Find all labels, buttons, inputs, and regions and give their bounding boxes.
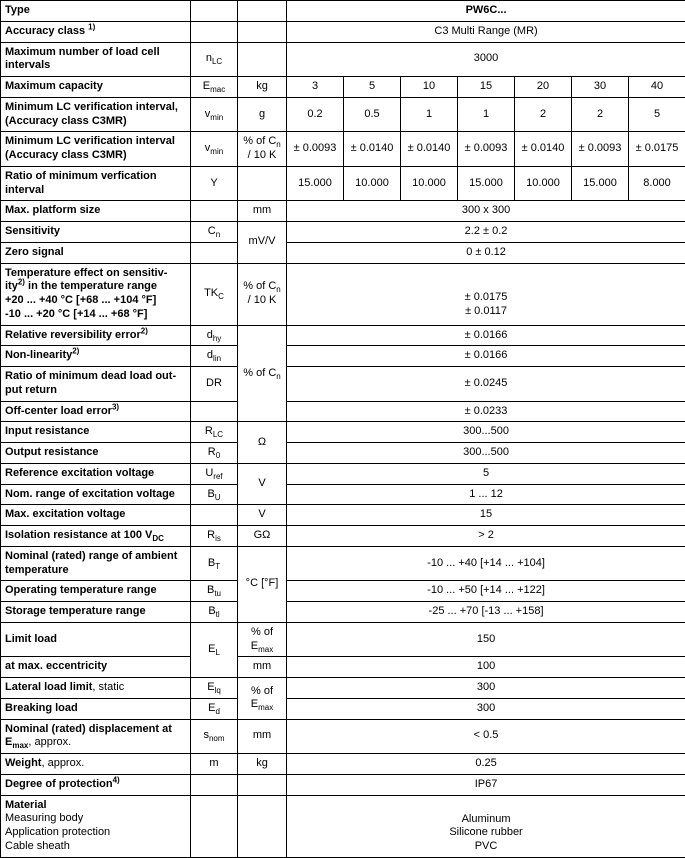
row-value-cell: ± 0.0140 <box>344 132 401 167</box>
row-symbol-storage-temp <box>191 602 238 623</box>
table-row-ref-excitation <box>1 463 685 484</box>
symbol-sub: U <box>215 493 221 502</box>
row-value-operating-temp: -10 ... +50 [+14 ... +122] <box>287 581 685 602</box>
row-unit-percent-emax <box>238 678 287 720</box>
row-label-input-resistance: Input resistance <box>1 422 191 443</box>
unit-sym: E <box>251 640 258 652</box>
table-row-breaking-load <box>1 698 685 719</box>
row-label-storage-temp: Storage temperature range <box>1 602 191 623</box>
symbol-text: R <box>205 425 213 437</box>
row-value-cell: 30 <box>572 77 629 98</box>
row-symbol-ratio-min-ver: Y <box>191 166 238 201</box>
row-label-max-capacity: Maximum capacity <box>1 77 191 98</box>
row-unit-weight: kg <box>238 754 287 775</box>
table-row-protection <box>1 774 685 795</box>
row-unit-accuracy <box>238 21 287 42</box>
row-symbol-lateral-load <box>191 678 238 699</box>
row-unit-isolation: GΩ <box>238 526 287 547</box>
row-symbol-limit-load <box>191 622 238 677</box>
row-symbol-dead-load: DR <box>191 367 238 402</box>
table-row-operating-temp <box>1 581 685 602</box>
symbol-text: d <box>207 349 213 361</box>
row-symbol-isolation <box>191 526 238 547</box>
row-symbol-nom-excitation <box>191 484 238 505</box>
value-line-3: PVC <box>291 840 681 854</box>
row-value-cell: 5 <box>344 77 401 98</box>
symbol-text: v <box>205 108 211 120</box>
row-label-isolation <box>1 526 191 547</box>
row-value-cell: 10.000 <box>344 166 401 201</box>
row-unit-temperature: °C [°F] <box>238 546 287 622</box>
label-plain: , approx. <box>41 757 84 769</box>
row-value-cell: 1 <box>401 97 458 132</box>
table-row-dead-load <box>1 367 685 402</box>
row-value-cell: ± 0.0175 <box>629 132 685 167</box>
row-symbol-max-excitation <box>191 505 238 526</box>
table-row-accuracy-class <box>1 21 685 42</box>
row-value-type: PW6C... <box>287 1 685 22</box>
row-label-breaking-load: Breaking load <box>1 698 191 719</box>
table-row-type <box>1 1 685 22</box>
row-label-type: Type <box>1 1 191 22</box>
symbol-sub: T <box>215 562 220 571</box>
table-row-eccentricity <box>1 657 685 678</box>
label-line-1: Minimum LC verification interval, <box>5 101 186 115</box>
table-row-max-intervals <box>1 42 685 77</box>
unit-sym: E <box>251 698 258 710</box>
row-symbol-min-lc-g <box>191 97 238 132</box>
row-label-displacement <box>1 719 191 754</box>
row-unit-displacement: mm <box>238 719 287 754</box>
row-value-cell: ± 0.0140 <box>515 132 572 167</box>
symbol-sub: is <box>215 534 221 543</box>
row-label-material <box>1 795 191 857</box>
row-unit-type <box>238 1 287 22</box>
symbol-sub: tl <box>216 610 220 619</box>
symbol-text: B <box>207 488 214 500</box>
row-label-nom-excitation: Nom. range of excitation voltage <box>1 484 191 505</box>
unit-line-1 <box>242 135 282 149</box>
row-unit-min-lc-pct <box>238 132 287 167</box>
row-label-reversibility <box>1 325 191 346</box>
row-symbol-input-resistance <box>191 422 238 443</box>
unit-sub: n <box>276 372 280 381</box>
symbol-sub: C <box>218 292 224 301</box>
row-label-protection <box>1 774 191 795</box>
row-value-isolation: > 2 <box>287 526 685 547</box>
unit-line-1 <box>242 280 282 294</box>
label-line-2: interval <box>5 184 186 198</box>
table-row-offcenter <box>1 401 685 422</box>
table-row-input-resistance <box>1 422 685 443</box>
row-value-zero-signal: 0 ± 0.12 <box>287 242 685 263</box>
unit-line-2: / 10 K <box>242 149 282 163</box>
symbol-sub: ref <box>213 472 222 481</box>
row-label-operating-temp: Operating temperature range <box>1 581 191 602</box>
row-symbol-output-resistance <box>191 443 238 464</box>
row-value-breaking-load: 300 <box>287 698 685 719</box>
row-symbol-offcenter <box>191 401 238 422</box>
row-symbol-max-capacity <box>191 77 238 98</box>
row-value-cell: ± 0.0093 <box>458 132 515 167</box>
label-footnote: 3) <box>112 402 119 411</box>
row-symbol-material <box>191 795 238 857</box>
row-value-platform-size: 300 x 300 <box>287 201 685 222</box>
symbol-text: d <box>207 329 213 341</box>
label-footnote: 2) <box>141 326 148 335</box>
label-line-2: (Accuracy class C3MR) <box>5 115 186 129</box>
unit-sub: n <box>276 285 280 294</box>
value-line-2: Silicone rubber <box>291 826 681 840</box>
row-symbol-reversibility <box>191 325 238 346</box>
value-line-1: Aluminum <box>291 813 681 827</box>
row-label-ref-excitation: Reference excitation voltage <box>1 463 191 484</box>
symbol-text: n <box>206 52 212 64</box>
row-unit-max-capacity: kg <box>238 77 287 98</box>
unit-text: % of <box>251 685 273 697</box>
row-unit-volt: V <box>238 463 287 505</box>
table-row-isolation <box>1 526 685 547</box>
row-symbol-min-lc-pct <box>191 132 238 167</box>
symbol-text: E <box>203 80 210 92</box>
symbol-text: TK <box>204 287 218 299</box>
row-unit-temp-effect <box>238 263 287 325</box>
symbol-text: s <box>203 729 209 741</box>
label-footnote: 2) <box>72 347 79 356</box>
symbol-text: U <box>205 467 213 479</box>
label-line-2: temperature <box>5 564 186 578</box>
row-unit-eccentricity: mm <box>238 657 287 678</box>
symbol-text: E <box>208 643 215 655</box>
row-value-temp-effect <box>287 263 685 325</box>
unit-text: % of <box>251 626 273 638</box>
symbol-sub: min <box>210 147 223 156</box>
row-value-cell: 15.000 <box>458 166 515 201</box>
symbol-sub: d <box>215 707 219 716</box>
row-value-cell: 8.000 <box>629 166 685 201</box>
table-row-ratio-min-ver <box>1 166 685 201</box>
label-line-2: put return <box>5 384 186 398</box>
label-text: Degree of protection <box>5 778 113 790</box>
row-value-cell: 15.000 <box>287 166 344 201</box>
label-text: Isolation resistance at 100 V <box>5 529 152 541</box>
row-label-ratio-min-ver <box>1 166 191 201</box>
row-value-displacement: < 0.5 <box>287 719 685 754</box>
row-symbol-weight: m <box>191 754 238 775</box>
label-line-2a: ity <box>5 280 18 292</box>
row-unit-percent-cn <box>238 325 287 422</box>
label-rest: , approx. <box>28 736 71 748</box>
row-symbol-max-intervals <box>191 42 238 77</box>
row-value-material <box>287 795 685 857</box>
symbol-sub: min <box>210 113 223 122</box>
symbol-sub: 0 <box>216 451 220 460</box>
row-symbol-breaking-load <box>191 698 238 719</box>
label-text: Off-center load error <box>5 405 112 417</box>
row-value-max-intervals: 3000 <box>287 42 685 77</box>
table-row-reversibility <box>1 325 685 346</box>
row-value-cell: 0.5 <box>344 97 401 132</box>
label-line-1: Minimum LC verification interval <box>5 135 186 149</box>
table-row-limit-load <box>1 622 685 657</box>
row-value-protection: IP67 <box>287 774 685 795</box>
unit-text: % of C <box>243 135 276 147</box>
label-line-1: Material <box>5 799 186 813</box>
unit-text: % of C <box>243 280 276 292</box>
table-row-platform-size <box>1 201 685 222</box>
table-row-min-lc-pct <box>1 132 685 167</box>
label-footnote: 4) <box>113 775 120 784</box>
row-value-weight: 0.25 <box>287 754 685 775</box>
row-value-max-excitation: 15 <box>287 505 685 526</box>
row-value-lateral-load: 300 <box>287 678 685 699</box>
row-value-cell: ± 0.0093 <box>287 132 344 167</box>
row-value-cell: ± 0.0093 <box>572 132 629 167</box>
row-symbol-type <box>191 1 238 22</box>
row-label-min-lc-g <box>1 97 191 132</box>
row-value-nonlinearity: ± 0.0166 <box>287 346 685 367</box>
table-row-nonlinearity <box>1 346 685 367</box>
label-sub: max <box>12 741 28 750</box>
table-row-temp-effect <box>1 263 685 325</box>
label-line-2 <box>5 280 186 294</box>
symbol-sub: tu <box>214 589 221 598</box>
label-text: Non-linearity <box>5 349 72 361</box>
row-symbol-temp-effect <box>191 263 238 325</box>
row-value-cell: 2 <box>515 97 572 132</box>
row-value-cell: ± 0.0140 <box>401 132 458 167</box>
row-label-max-excitation: Max. excitation voltage <box>1 505 191 526</box>
row-value-cell: 10 <box>401 77 458 98</box>
label-line-2 <box>5 736 186 750</box>
row-value-limit-load: 150 <box>287 622 685 657</box>
label-line-3: +20 ... +40 °C [+68 ... +104 °F] <box>5 294 186 308</box>
symbol-sub: mac <box>210 85 225 94</box>
row-unit-ohm: Ω <box>238 422 287 464</box>
label-line-2b: in the temperature range <box>25 280 157 292</box>
row-unit-ratio-min-ver <box>238 166 287 201</box>
accuracy-footnote: 1) <box>88 22 95 31</box>
row-value-storage-temp: -25 ... +70 [-13 ... +158] <box>287 602 685 623</box>
symbol-text: E <box>208 702 215 714</box>
unit-sub: n <box>276 140 280 149</box>
label-line-2: (Accuracy class C3MR) <box>5 149 186 163</box>
symbol-text: B <box>208 605 215 617</box>
row-value-output-resistance: 300...500 <box>287 443 685 464</box>
symbol-text: v <box>205 142 211 154</box>
label-line-2: Measuring body <box>5 812 186 826</box>
symbol-sub: hy <box>213 334 221 343</box>
label-footnote: 2) <box>18 278 25 287</box>
row-label-nonlinearity <box>1 346 191 367</box>
row-value-cell: 2 <box>572 97 629 132</box>
symbol-text: B <box>208 557 215 569</box>
row-unit-material <box>238 795 287 857</box>
label-line-3: Application protection <box>5 826 186 840</box>
row-symbol-operating-temp <box>191 581 238 602</box>
row-value-cell: 0.2 <box>287 97 344 132</box>
table-row-nominal-ambient <box>1 546 685 581</box>
symbol-text: R <box>207 529 215 541</box>
row-label-zero-signal: Zero signal <box>1 242 191 263</box>
row-symbol-protection <box>191 774 238 795</box>
row-label-output-resistance: Output resistance <box>1 443 191 464</box>
symbol-text: R <box>208 446 216 458</box>
table-row-sensitivity <box>1 222 685 243</box>
value-line-1: ± 0.0175 <box>291 291 681 305</box>
row-value-sensitivity: 2.2 ± 0.2 <box>287 222 685 243</box>
label-text: Relative reversibility error <box>5 329 141 341</box>
row-symbol-nominal-ambient <box>191 546 238 581</box>
row-unit-platform-size: mm <box>238 201 287 222</box>
row-symbol-accuracy <box>191 21 238 42</box>
label-plain: , static <box>92 681 124 693</box>
row-label-lateral-load <box>1 678 191 699</box>
row-value-cell: 15.000 <box>572 166 629 201</box>
row-value-cell: 10.000 <box>401 166 458 201</box>
label-line-1: Nominal (rated) range of ambient <box>5 550 186 564</box>
symbol-sub: lq <box>215 686 221 695</box>
label-sub: DC <box>152 534 164 543</box>
row-label-min-lc-pct <box>1 132 191 167</box>
row-value-ref-excitation: 5 <box>287 463 685 484</box>
row-value-eccentricity: 100 <box>287 657 685 678</box>
row-value-cell: 20 <box>515 77 572 98</box>
symbol-sub: lin <box>213 354 221 363</box>
table-row-weight <box>1 754 685 775</box>
unit-line-2: / 10 K <box>242 294 282 308</box>
label-text: Lateral load limit <box>5 681 92 693</box>
label-sym: E <box>5 736 12 748</box>
row-symbol-displacement <box>191 719 238 754</box>
symbol-sub: L <box>215 648 219 657</box>
row-label-sensitivity: Sensitivity <box>1 222 191 243</box>
row-value-cell: 1 <box>458 97 515 132</box>
row-value-cell: 3 <box>287 77 344 98</box>
accuracy-label-text: Accuracy class <box>5 25 88 37</box>
table-row-nom-excitation <box>1 484 685 505</box>
row-symbol-platform-size <box>191 201 238 222</box>
row-label-eccentricity: at max. eccentricity <box>1 657 191 678</box>
row-value-cell: 10.000 <box>515 166 572 201</box>
row-unit-limit-load <box>238 622 287 657</box>
label-line-4: Cable sheath <box>5 840 186 854</box>
table-row-zero-signal <box>1 242 685 263</box>
row-symbol-sensitivity <box>191 222 238 243</box>
row-value-accuracy: C3 Multi Range (MR) <box>287 21 685 42</box>
symbol-sub: nom <box>209 735 225 744</box>
row-symbol-zero-signal <box>191 242 238 263</box>
row-value-nominal-ambient: -10 ... +40 [+14 ... +104] <box>287 546 685 581</box>
symbol-sub: LC <box>212 58 222 67</box>
row-unit-min-lc-g: g <box>238 97 287 132</box>
row-value-offcenter: ± 0.0233 <box>287 401 685 422</box>
symbol-text: C <box>208 225 216 237</box>
row-symbol-nonlinearity <box>191 346 238 367</box>
label-line-1: Ratio of minimum dead load out- <box>5 370 186 384</box>
row-unit-max-intervals <box>238 42 287 77</box>
row-value-cell: 15 <box>458 77 515 98</box>
row-label-nominal-ambient <box>1 546 191 581</box>
row-label-limit-load: Limit load <box>1 622 191 657</box>
row-value-reversibility: ± 0.0166 <box>287 325 685 346</box>
row-unit-protection <box>238 774 287 795</box>
value-line-2: ± 0.0117 <box>291 305 681 319</box>
row-value-dead-load: ± 0.0245 <box>287 367 685 402</box>
unit-sub: max <box>258 703 273 712</box>
table-row-storage-temp <box>1 602 685 623</box>
row-unit-max-excitation: V <box>238 505 287 526</box>
row-value-input-resistance: 300...500 <box>287 422 685 443</box>
table-row-lateral-load <box>1 678 685 699</box>
label-line-1: Temperature effect on sensitiv- <box>5 267 186 281</box>
table-row-max-capacity <box>1 77 685 98</box>
row-value-nom-excitation: 1 ... 12 <box>287 484 685 505</box>
row-symbol-ref-excitation <box>191 463 238 484</box>
row-label-max-intervals: Maximum number of load cell intervals <box>1 42 191 77</box>
table-row-min-lc-g <box>1 97 685 132</box>
label-line-1: Nominal (rated) displacement at <box>5 723 186 737</box>
row-label-platform-size: Max. platform size <box>1 201 191 222</box>
symbol-text: E <box>207 681 214 693</box>
symbol-sub: n <box>216 230 220 239</box>
table-row-output-resistance <box>1 443 685 464</box>
row-label-dead-load <box>1 367 191 402</box>
table-row-material <box>1 795 685 857</box>
row-label-temp-effect <box>1 263 191 325</box>
label-line-4: -10 ... +20 °C [+14 ... +68 °F] <box>5 308 186 322</box>
unit-text: % of C <box>243 367 276 379</box>
label-line-1: Ratio of minimum verfication <box>5 170 186 184</box>
row-value-cell: 40 <box>629 77 685 98</box>
row-label-offcenter <box>1 401 191 422</box>
row-value-cell: 5 <box>629 97 685 132</box>
symbol-sub: LC <box>213 430 223 439</box>
row-unit-sensitivity: mV/V <box>238 222 287 264</box>
row-label-accuracy-class <box>1 21 191 42</box>
row-label-weight <box>1 754 191 775</box>
table-row-displacement <box>1 719 685 754</box>
symbol-text: B <box>207 584 214 596</box>
unit-sub: max <box>258 645 273 654</box>
label-text: Weight <box>5 757 41 769</box>
table-row-max-excitation <box>1 505 685 526</box>
